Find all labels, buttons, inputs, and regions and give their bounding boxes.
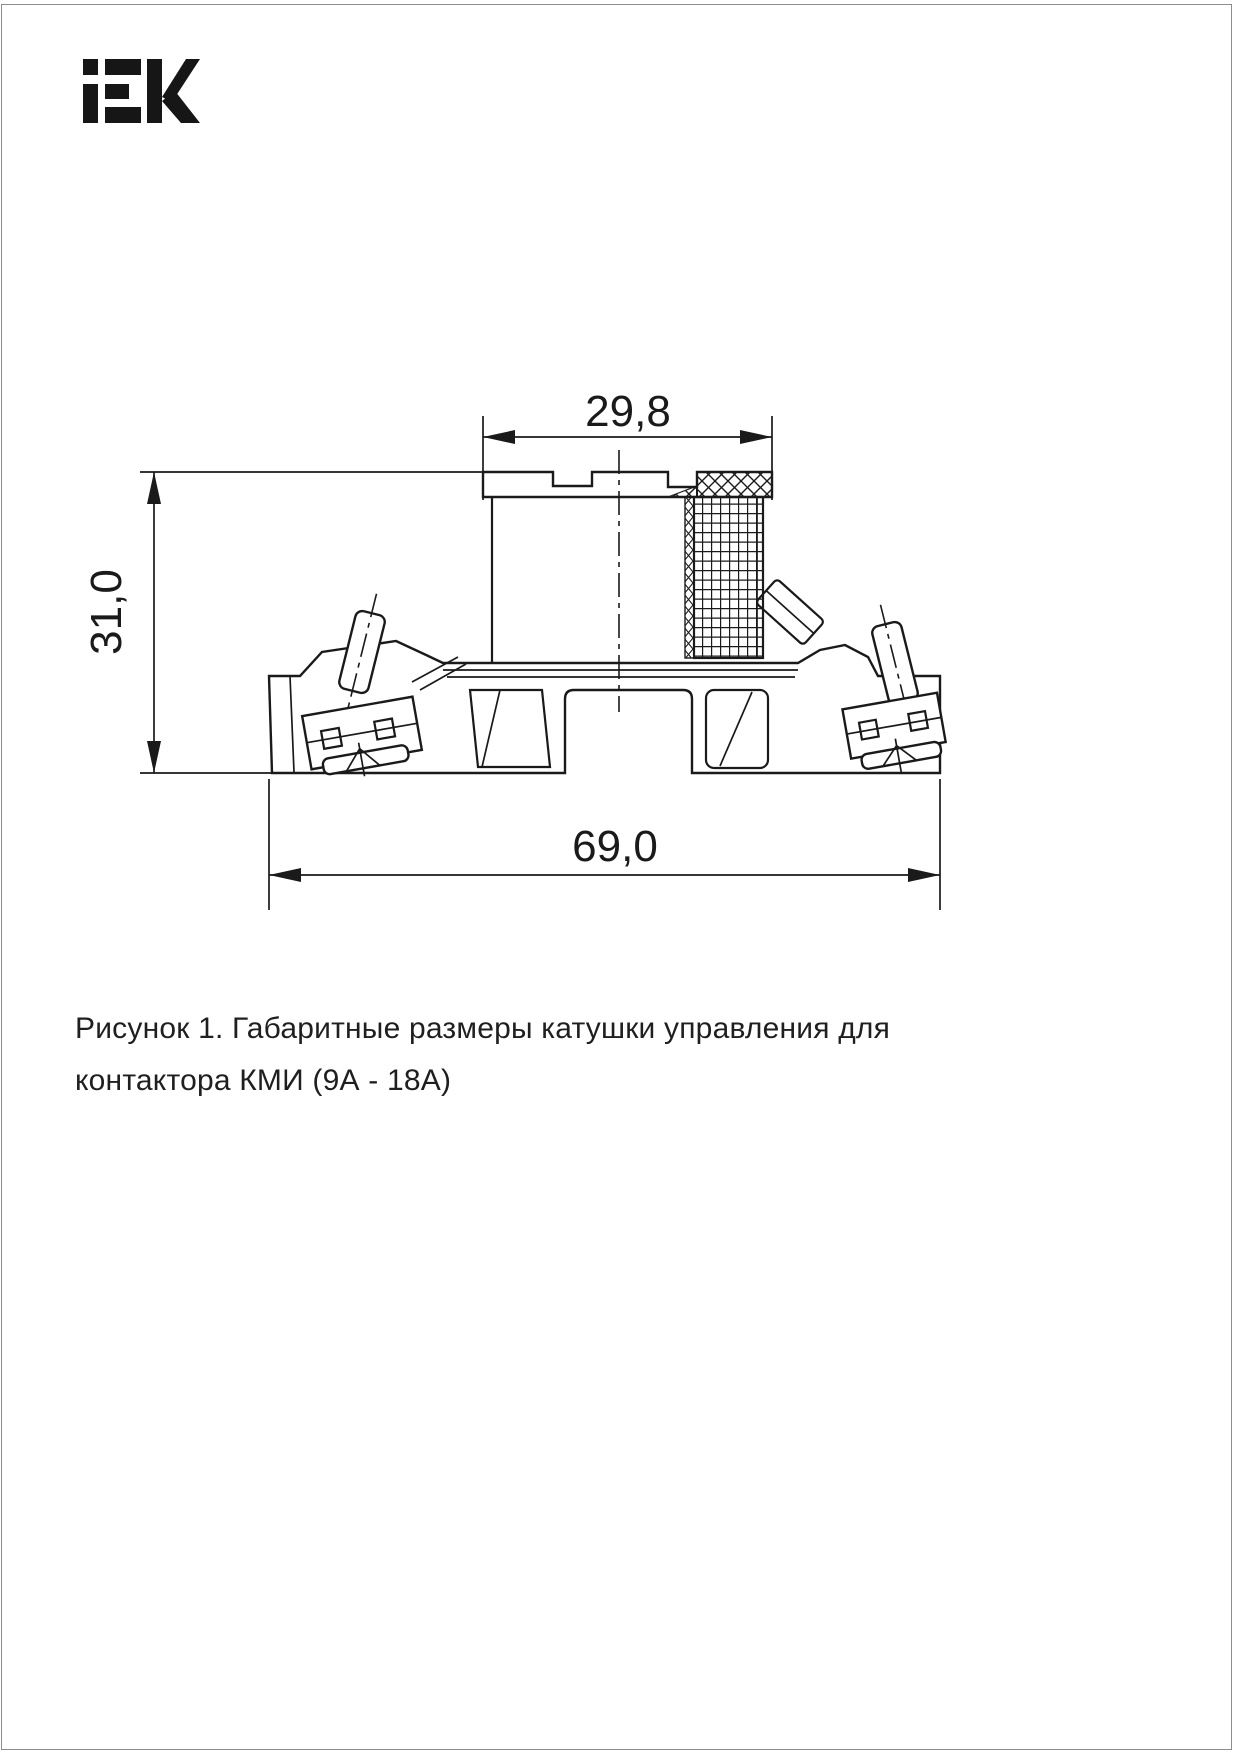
dimension-bottom-width: [269, 779, 940, 910]
iek-logo: [83, 59, 200, 123]
technical-drawing: [82, 387, 949, 910]
logo-i-stem: [83, 84, 98, 123]
clamp-bracket: [756, 579, 825, 646]
winding-edge-hatch: [685, 497, 694, 658]
winding-section-mesh: [694, 497, 763, 658]
logo-k-upper-arm: [162, 59, 200, 102]
logo-e-bar-mid: [105, 84, 129, 99]
flange-crosshatch: [697, 472, 772, 497]
dim-label-bottom-width: 69,0: [572, 822, 658, 871]
logo-e-bar-bottom: [105, 107, 141, 123]
figure-caption-line2: контактора КМИ (9А - 18А): [75, 1064, 452, 1097]
dim-label-left-height: 31,0: [82, 569, 131, 655]
figure-caption: [75, 1003, 890, 1107]
logo-i-dot: [83, 59, 98, 75]
logo-k-stem: [147, 59, 162, 123]
dim-label-top-width: 29,8: [585, 387, 671, 436]
figure-caption-line1: Рисунок 1. Габаритные размеры катушки управления для: [75, 1012, 891, 1045]
logo-e-bar-top: [105, 59, 141, 75]
